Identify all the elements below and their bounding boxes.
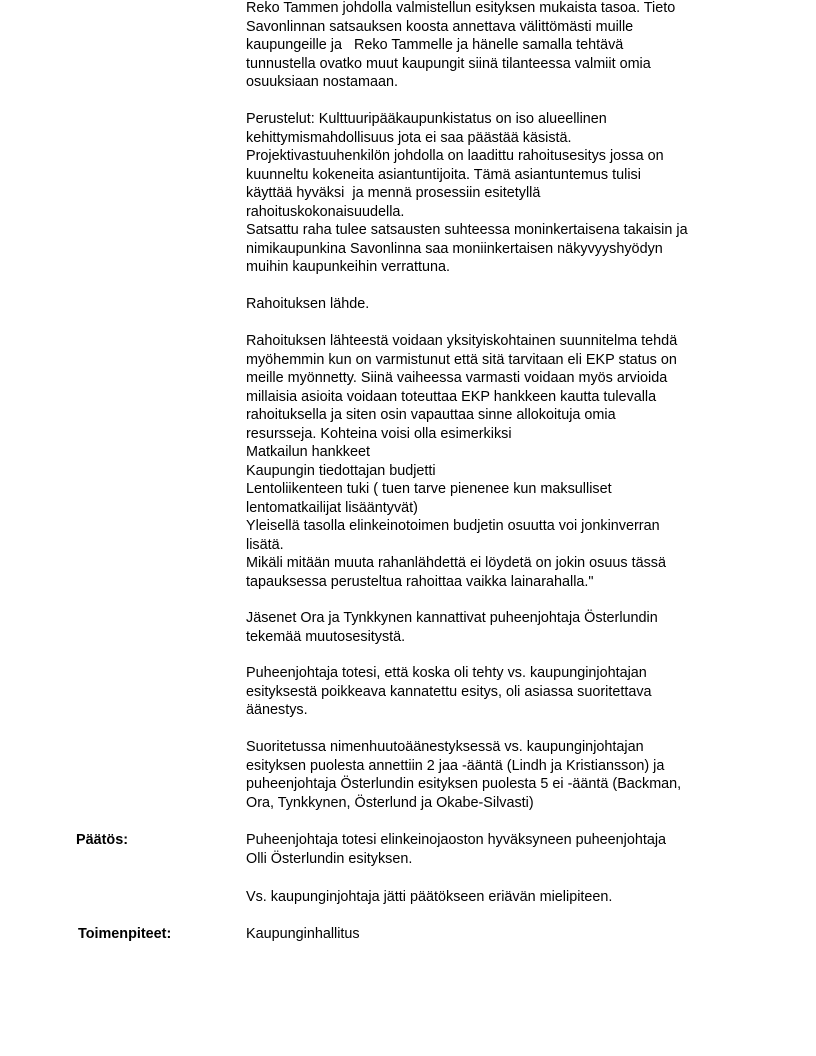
paragraph-perustelut: Perustelut: Kulttuuripääkaupunkistatus on iso alueellinen kehittymismahdollisuus jota ei saa päästää käsistä. Projektivastuuhenkilön johdolla on laadittu rahoitusesitys jossa on kuunneltu kokeneita asiantuntijoita. Tämä asiantuntemus tulisi käyttää hyväksi ja mennä prosessiin esitetyllä rahoituskokonaisuudella. Satsattu raha tulee satsausten suhteessa moninkertaisena takaisin ja nimikaupunkina Savonlinna saa moniinkertaisen näkyvyyshyödyn muihin kaupunkeihin verrattuna. <box>246 111 688 275</box>
paragraph-support: Jäsenet Ora ja Tynkkynen kannattivat puheenjohtaja Österlundin tekemää muutosesitystä. <box>246 610 658 645</box>
paragraph-dissent: Vs. kaupunginjohtaja jätti päätökseen eriävän mielipiteen. <box>246 889 613 905</box>
paragraph-actions: Kaupunginhallitus <box>246 926 360 942</box>
paragraph-rahoituksen-lahde-heading: Rahoituksen lähde. <box>246 296 370 312</box>
paragraph-proposal-continuation: Reko Tammen johdolla valmistellun esityksen mukaista tasoa. Tieto Savonlinnan satsauksen koosta annettava välittömästi muille kaupungeille ja Reko Tammelle ja hänelle samalla tehtävä tunnustella ovatko muut kaupungit siinä tilanteessa valmiit omia osuuksiaan nostamaan. <box>246 0 676 90</box>
paragraph-vote-result: Suoritetussa nimenhuutoäänestyksessä vs. kaupunginjohtajan esityksen puolesta annettiin 2 jaa -ääntä (Lindh ja Kristiansson) ja puheenjohtaja Österlundin esityksen puolesta 5 ei -ääntä (Backman, Ora, Tynkkynen, Österlund ja Okabe-Silvasti) <box>246 739 682 811</box>
label-paatos: Päätös: <box>76 832 128 848</box>
paragraph-vote-required: Puheenjohtaja totesi, että koska oli tehty vs. kaupunginjohtajan esityksestä poikkeava kannatettu esitys, oli asiassa suoritettava äänestys. <box>246 665 652 718</box>
paragraph-rahoituksen-lahde: Rahoituksen lähteestä voidaan yksityiskohtainen suunnitelma tehdä myöhemmin kun on varmistunut että sitä tarvitaan eli EKP status on meille myönnetty. Siinä vaiheessa varmasti voidaan myös arvioida millaisia asioita voidaan toteuttaa EKP hankkeen kautta tulevalla rahoituksella ja siten osin vapauttaa sinne allokoituja omia resursseja. Kohteina voisi olla esimerkiksi Matkailun hankkeet Kaupungin tiedottajan budjetti Lentoliikenteen tuki ( tuen tarve pienenee kun maksulliset lentomatkailijat lisääntyvät) Yleisellä tasolla elinkeinotoimen budjetin osuutta voi jonkinverran lisätä. Mikäli mitään muuta rahanlähdettä ei löydetä on jokin osuus tässä tapauksessa perusteltua rahoittaa vaikka lainarahalla." <box>246 333 678 590</box>
paragraph-decision: Puheenjohtaja totesi elinkeinojaoston hyväksyneen puheenjohtaja Olli Österlundin esityksen. <box>246 832 667 867</box>
label-toimenpiteet: Toimenpiteet: <box>78 926 172 942</box>
